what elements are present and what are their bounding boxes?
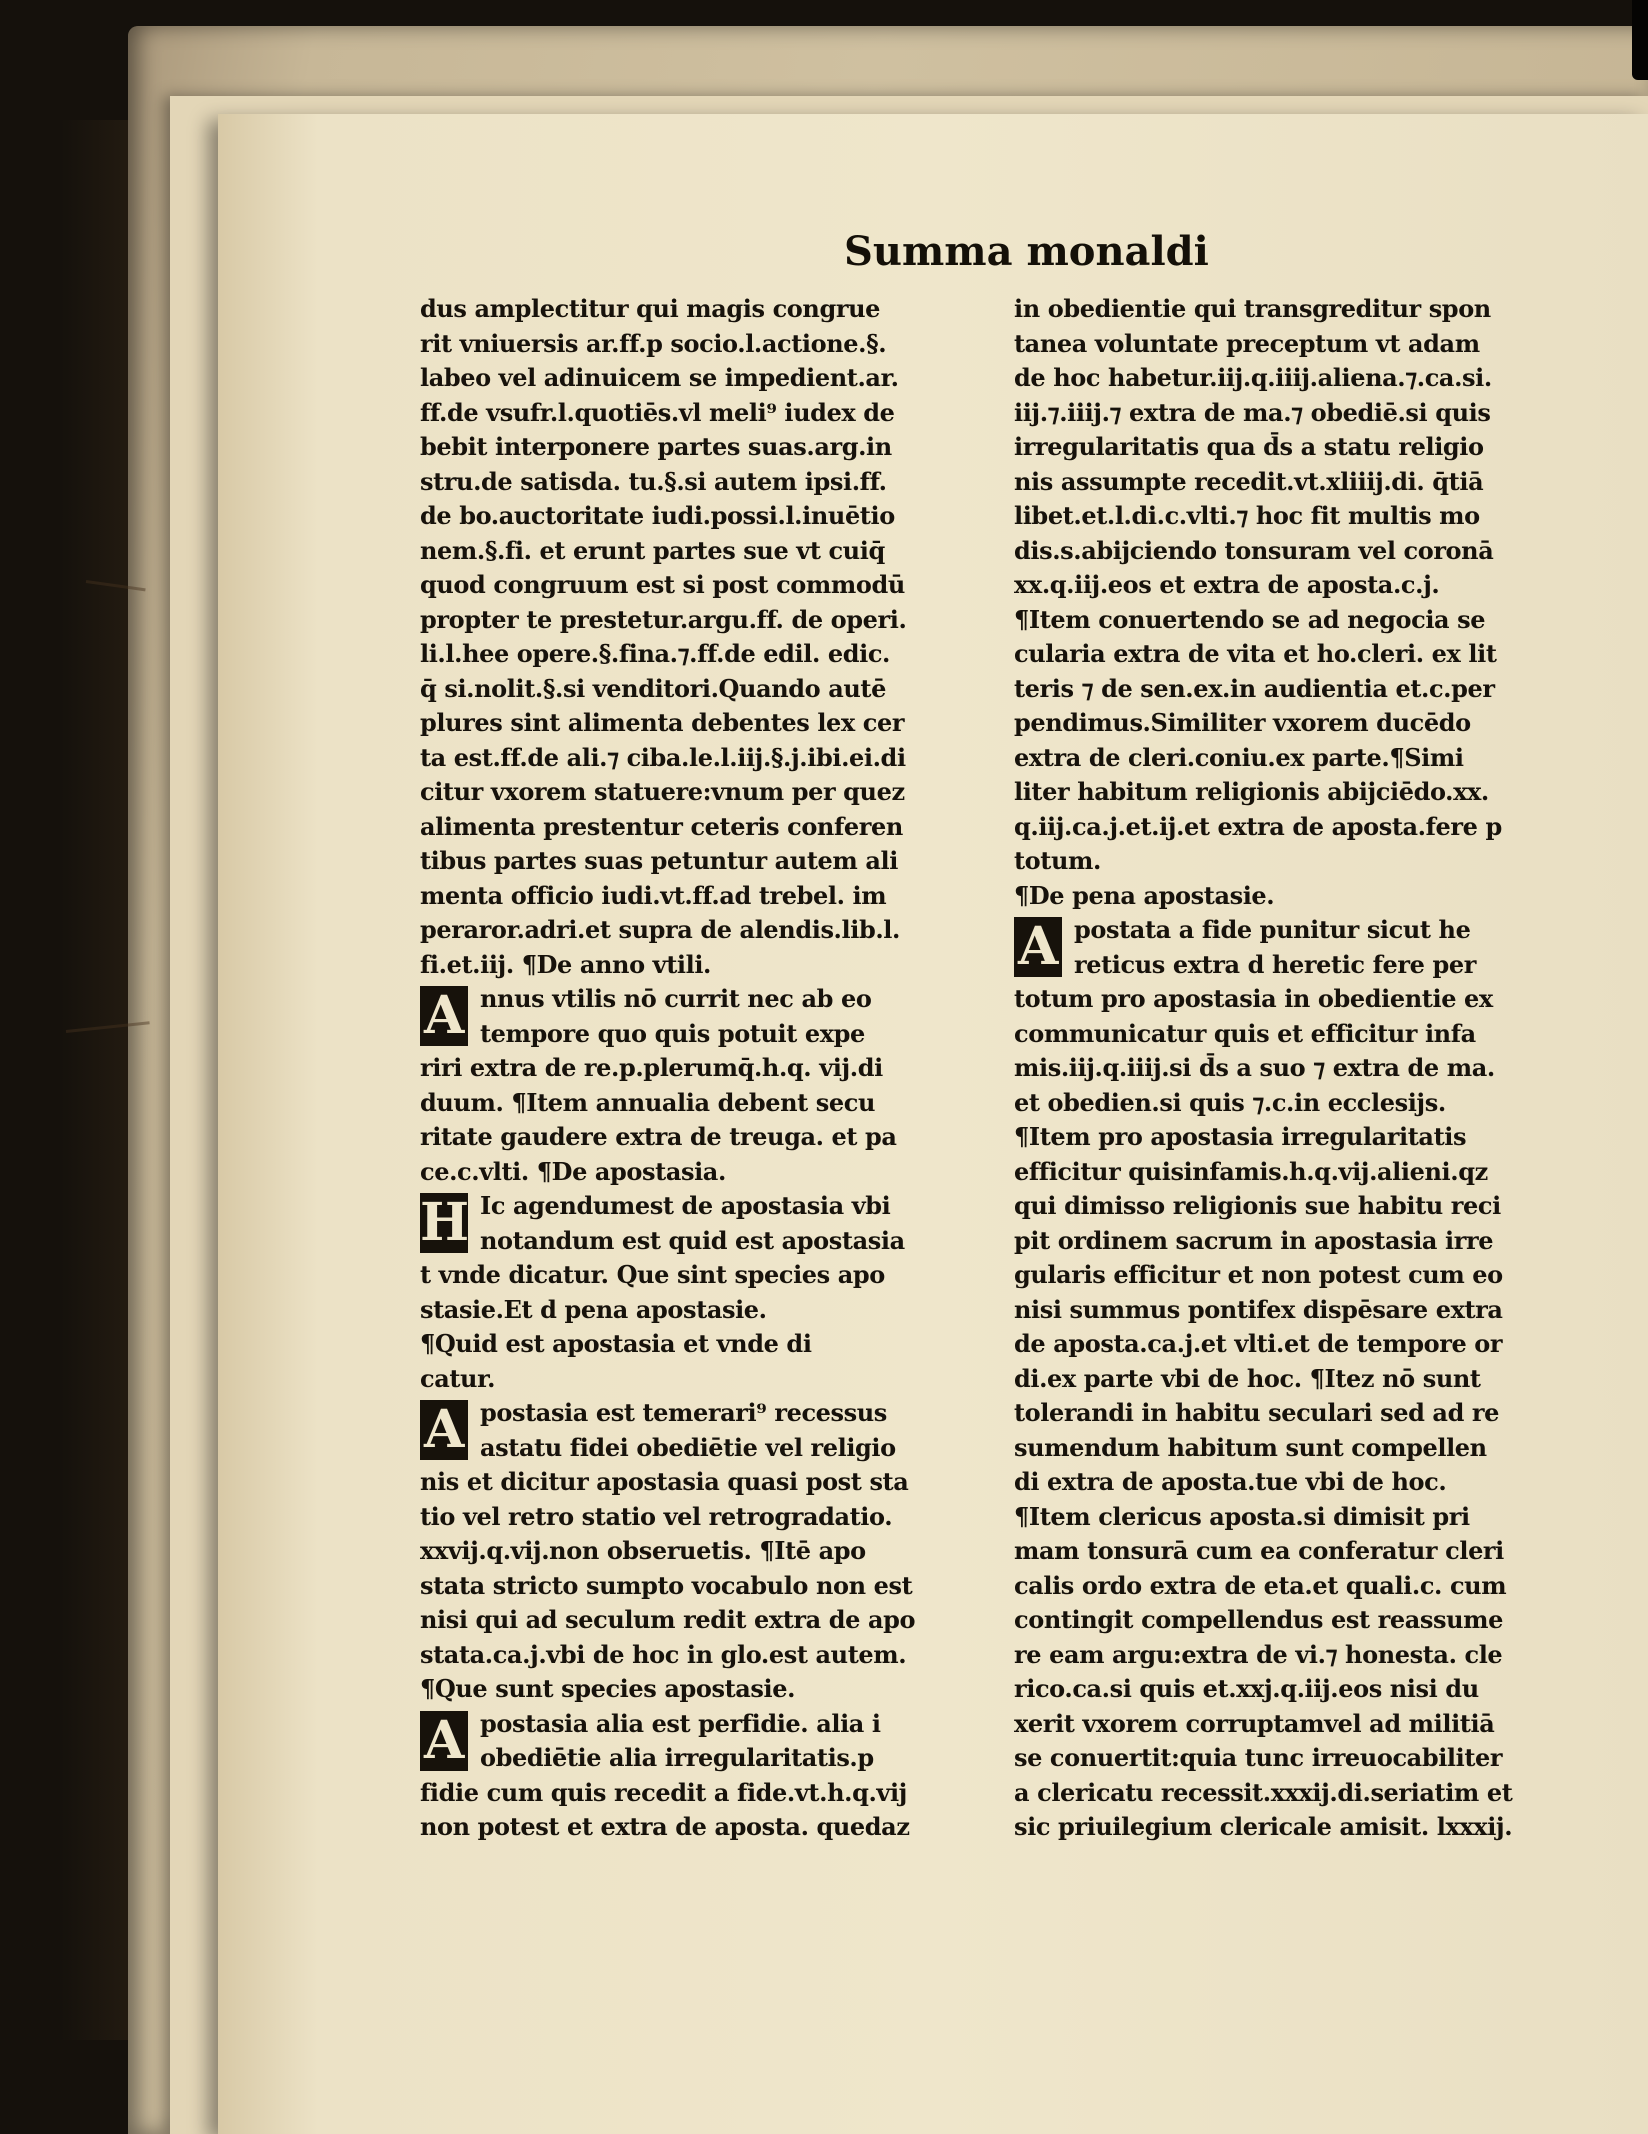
- drop-cap-initial: A: [1014, 917, 1062, 977]
- text-line: de aposta.ca.j.et vlti.et de tempore or: [1014, 1329, 1503, 1358]
- text-line: dus amplectitur qui magis congrue: [420, 294, 880, 323]
- text-line: xxvij.q.vij.non obseruetis. ¶Itē apo: [420, 1536, 866, 1565]
- text-line: ¶Quid est apostasia et vnde di: [420, 1329, 812, 1358]
- text-line: ¶Que sunt species apostasie.: [420, 1674, 796, 1703]
- text-line: ¶De pena apostasie.: [1014, 880, 1275, 910]
- left-text-column: [420, 292, 1000, 1845]
- text-line: irregularitatis qua d̄s a statu religio: [1014, 432, 1484, 461]
- text-line: xx.q.iij.eos et extra de aposta.c.j.: [1014, 570, 1440, 599]
- text-line: Ic agendumest de apostasia vbi: [480, 1191, 891, 1220]
- text-line: plures sint alimenta debentes lex cer: [420, 708, 905, 737]
- text-line: liter habitum religionis abijciēdo.xx.: [1014, 777, 1489, 806]
- decorated-initial-frame: [420, 986, 478, 1048]
- text-line: tolerandi in habitu seculari sed ad re: [1014, 1398, 1500, 1427]
- text-line: nisi summus pontifex dispēsare extra: [1014, 1294, 1503, 1324]
- text-line: ritate gaudere extra de treuga. et pa: [420, 1122, 897, 1151]
- text-line: ce.c.vlti. ¶De apostasia.: [420, 1156, 726, 1186]
- text-line: ¶Item conuertendo se ad negocia se: [1014, 604, 1486, 634]
- right-text-column: [1014, 292, 1594, 1845]
- drop-cap-initial: A: [420, 1711, 468, 1771]
- decorated-initial-frame: [420, 1400, 478, 1462]
- text-line: ff.de vsufr.l.quotiēs.vl meli⁹ iudex de: [420, 397, 895, 427]
- show-through-text: [514, 234, 734, 270]
- text-line: totum.: [1014, 846, 1101, 875]
- text-line: fi.et.iij. ¶De anno vtili.: [420, 949, 711, 979]
- text-line: de hoc habetur.iij.q.iiij.aliena.⁊.ca.si.: [1014, 363, 1492, 392]
- text-line: stata stricto sumpto vocabulo non est: [420, 1570, 913, 1600]
- text-line: mam tonsurā cum ea conferatur cleri: [1014, 1536, 1504, 1565]
- text-line: citur vxorem statuere:vnum per quez: [420, 777, 905, 806]
- text-line: extra de cleri.coniu.ex parte.¶Simi: [1014, 742, 1464, 772]
- text-line: li.l.hee opere.§.fina.⁊.ff.de edil. edic.: [420, 639, 891, 668]
- text-line: peraror.adri.et supra de alendis.lib.l.: [420, 915, 900, 944]
- text-line: di extra de aposta.tue vbi de hoc.: [1014, 1467, 1447, 1496]
- text-line: xerit vxorem corruptamvel ad militiā: [1014, 1708, 1495, 1738]
- text-line: re eam argu:extra de vi.⁊ honesta. cle: [1014, 1639, 1503, 1669]
- decorated-initial-frame: [420, 1711, 478, 1773]
- paragraph-opening: [420, 1396, 1000, 1465]
- text-line: totum pro apostasia in obedientie ex: [1014, 984, 1493, 1013]
- text-line: de bo.auctoritate iudi.possi.l.inuētio: [420, 501, 895, 530]
- text-line: tibus partes suas petuntur autem ali: [420, 846, 898, 875]
- paragraph-opening: [420, 1707, 1000, 1776]
- paragraph-opening: [420, 982, 1000, 1051]
- text-line: di.ex parte vbi de hoc. ¶Itez nō sunt: [1014, 1363, 1481, 1393]
- running-head: Summa monaldi: [844, 228, 1209, 275]
- text-line: rit vniuersis ar.ff.p socio.l.actione.§.: [420, 328, 887, 358]
- text-line: obediētie alia irregularitatis.p: [480, 1743, 874, 1772]
- decorated-initial-frame: [1014, 917, 1072, 979]
- text-line: dis.s.abijciendo tonsuram vel coronā: [1014, 535, 1494, 565]
- text-line: non potest et extra de aposta. quedaz: [420, 1812, 910, 1841]
- text-line: nisi qui ad seculum redit extra de apo: [420, 1605, 916, 1634]
- text-line: tanea voluntate preceptum vt adam: [1014, 328, 1480, 358]
- text-line: nnus vtilis nō currit nec ab eo: [480, 984, 872, 1013]
- text-line: calis ordo extra de eta.et quali.c. cum: [1014, 1570, 1507, 1600]
- text-line: sumendum habitum sunt compellen: [1014, 1432, 1487, 1462]
- text-line: ¶Item clericus aposta.si dimisit pri: [1014, 1501, 1470, 1531]
- text-line: communicatur quis et efficitur infa: [1014, 1018, 1476, 1048]
- text-line: ta est.ff.de ali.⁊ ciba.le.l.iij.§.j.ibi.ei.di: [420, 742, 906, 772]
- text-line: bebit interponere partes suas.arg.in: [420, 432, 892, 461]
- text-line: in obedientie qui transgreditur spon: [1014, 294, 1491, 323]
- text-line: q̄ si.nolit.§.si venditori.Quando autē: [420, 673, 886, 703]
- text-line: astatu fidei obediētie vel religio: [480, 1432, 896, 1462]
- text-line: labeo vel adinuicem se impedient.ar.: [420, 363, 899, 392]
- text-line: nem.§.fi. et erunt partes sue vt cuiq̄: [420, 535, 885, 565]
- text-line: catur.: [420, 1363, 496, 1393]
- text-line: nis assumpte recedit.vt.xliiij.di. q̄tiā: [1014, 466, 1484, 496]
- text-line: alimenta prestentur ceteris conferen: [420, 811, 903, 841]
- text-line: propter te prestetur.argu.ff. de operi.: [420, 604, 907, 634]
- text-line: gularis efficitur et non potest cum eo: [1014, 1260, 1503, 1289]
- paragraph-opening: [420, 1189, 1000, 1258]
- text-line: menta officio iudi.vt.ff.ad trebel. im: [420, 880, 887, 910]
- text-line: teris ⁊ de sen.ex.in audientia et.c.per: [1014, 673, 1495, 703]
- text-line: se conuertit:quia tunc irreuocabiliter: [1014, 1743, 1503, 1772]
- drop-cap-initial: A: [420, 1400, 468, 1460]
- text-line: sic priuilegium clericale amisit. lxxxij.: [1014, 1812, 1513, 1841]
- text-line: quod congruum est si post commodū: [420, 570, 905, 599]
- text-line: tempore quo quis potuit expe: [480, 1018, 865, 1048]
- text-line: stru.de satisda. tu.§.si autem ipsi.ff.: [420, 466, 887, 496]
- text-line: duum. ¶Item annualia debent secu: [420, 1087, 876, 1117]
- text-line: fidie cum quis recedit a fide.vt.h.q.vij: [420, 1777, 907, 1807]
- text-line: efficitur quisinfamis.h.q.vij.alieni.qz: [1014, 1156, 1488, 1186]
- text-line: contingit compellendus est reassume: [1014, 1605, 1504, 1634]
- text-line: ¶Item pro apostasia irregularitatis: [1014, 1122, 1467, 1151]
- text-line: nis et dicitur apostasia quasi post sta: [420, 1467, 909, 1496]
- clamp-shadow: [1632, 0, 1648, 80]
- text-line: stata.ca.j.vbi de hoc in glo.est autem.: [420, 1639, 907, 1669]
- text-line: iij.⁊.iiij.⁊ extra de ma.⁊ obediē.si quis: [1014, 397, 1491, 427]
- text-line: postasia est temerari⁹ recessus: [480, 1398, 887, 1427]
- text-line: rico.ca.si quis et.xxj.q.iij.eos nisi du: [1014, 1674, 1479, 1703]
- text-line: postata a fide punitur sicut he: [1074, 915, 1471, 944]
- text-line: stasie.Et d pena apostasie.: [420, 1294, 767, 1324]
- text-line: pendimus.Similiter vxorem ducēdo: [1014, 708, 1471, 737]
- text-line: q.iij.ca.j.et.ij.et extra de aposta.fere p: [1014, 811, 1502, 841]
- drop-cap-initial: H: [420, 1192, 469, 1253]
- text-line: mis.iij.q.iiij.si d̄s a suo ⁊ extra de ma.: [1014, 1053, 1495, 1082]
- text-line: reticus extra d heretic fere per: [1074, 949, 1476, 979]
- text-line: cularia extra de vita et ho.cleri. ex lit: [1014, 639, 1497, 668]
- text-line: postasia alia est perfidie. alia i: [480, 1708, 881, 1738]
- text-line: pit ordinem sacrum in apostasia irre: [1014, 1225, 1494, 1255]
- decorated-initial-frame: [420, 1193, 478, 1255]
- text-line: qui dimisso religionis sue habitu reci: [1014, 1191, 1501, 1220]
- paragraph-opening: [1014, 913, 1594, 982]
- text-line: notandum est quid est apostasia: [480, 1225, 905, 1255]
- drop-cap-initial: A: [420, 986, 468, 1046]
- binding-edge: [60, 120, 130, 2040]
- text-line: t vnde dicatur. Que sint species apo: [420, 1260, 885, 1289]
- text-line: riri extra de re.p.plerumq̄.h.q. vij.di: [420, 1053, 883, 1082]
- text-line: tio vel retro statio vel retrogradatio.: [420, 1501, 893, 1531]
- text-line: et obedien.si quis ⁊.c.in ecclesijs.: [1014, 1087, 1446, 1117]
- text-line: libet.et.l.di.c.vlti.⁊ hoc fit multis mo: [1014, 501, 1480, 530]
- text-line: a clericatu recessit.xxxij.di.seriatim et: [1014, 1777, 1513, 1807]
